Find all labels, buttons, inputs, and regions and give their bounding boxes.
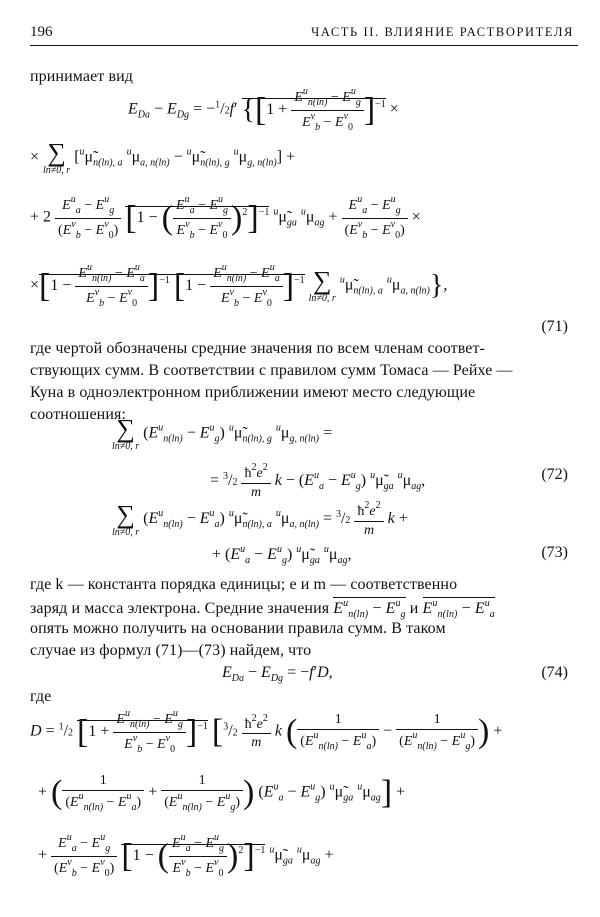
paragraph-3-line-4: случае из формул (71)—(73) найдем, что <box>30 642 312 659</box>
equation-number-73: (73) <box>541 544 568 561</box>
equation-72-line-1: ∑ ln≠0, r $(E^u_{n(ln)} - E^u_g)$ $^u\mũ_{n(ln), g}$ $^u\mu_{g, n(ln)}$ = <box>112 414 332 452</box>
paragraph-intro: принимает вид <box>30 68 134 85</box>
sum-symbol: ∑ ln≠0, r <box>43 138 71 176</box>
paragraph-4: где <box>30 688 52 705</box>
equation-number-71: (71) <box>541 318 568 335</box>
equation-72-line-2: = $^3$/2 $\frac{ħ^2e^2}{m}$ $k - (E^u_a - E^u_g)$ $^u\mũ_{ga}$ $^u\mu_{ag}$, <box>210 462 426 500</box>
page-number: 196 <box>30 24 53 40</box>
equation-71-line-2: × ∑ ln≠0, r [$^u\mũ_{n(ln), a}$ $^u\mu_{a, n(ln)}$ − $^u\mũ_{n(ln), g}$ $^u\mu_{g, n(ln)}$] + <box>30 138 296 176</box>
equation-number-74: (74) <box>541 664 568 681</box>
equation-71-line-3: + 2 $\frac{E^u_a - E^u_g}{(E^v_b - E^v_0)}$ [1 − ( $\frac{E^u_a - E^u_g}{E^v_b - E^v_0}$ )$^2$]$^{-1}$ $^u\mũ_{ga}$ $^u\mu_{ag}$ + $\frac{E^u_a - E^u_g}{(E^v_b - E^v_0)}$ × <box>30 194 421 241</box>
d-definition-line-3: + $\frac{E^u_a - E^u_g}{(E^v_b - E^v_0)}$ [1 − ( $\frac{E^u_a - E^u_g}{E^v_b - E^v_0}$ )$^2$]$^{-1}$ $^u\mũ_{ga}$ $^u\mu_{ag}$ + <box>38 832 334 879</box>
equation-71-line-4: ×[1 − $\frac{E^u_{n(ln)} - E^u_a}{E^v_b - E^v_0}$ ]$^{-1}$ [1 − $\frac{E^u_{n(ln)} - E^u_a}{E^v_b - E^v_0}$ ]$^{-1}$ ∑ ln≠0, r $^u\mũ_{n(ln), a}$ $^u\mu_{a, n(ln)}$}, <box>30 262 448 309</box>
paragraph-2-line-4: соотношения: <box>30 406 126 423</box>
paragraph-3-line-3: опять можно получить на основании правила сумм. В таком <box>30 620 446 637</box>
paragraph-3-line-1: где k — константа порядка единицы; e и m — соответственно <box>30 576 458 593</box>
equation-73-line-2: + $(E^u_a - E^u_g)$ $^u\mũ_{ga}$ $^u\mu_{ag}$, <box>212 544 352 566</box>
running-title: ЧАСТЬ II. ВЛИЯНИЕ РАСТВОРИТЕЛЯ <box>311 25 574 39</box>
paragraph-2-line-1: где чертой обозначены средние значения по всем членам соответ- <box>30 340 486 357</box>
d-definition-line-2: + ( $\frac{1}{(E^u_{n(ln)} - E^u_a)}$ + $\frac{1}{(E^u_{n(ln)} - E^u_g)}$ ) $(E^u_a - E^u_g)$ $^u\mũ_{ga}$ $^u\mu_{ag}$] + <box>38 773 406 813</box>
paragraph-3-line-2: заряд и масса электрона. Средние значения $E^u_{n(ln)} - E^u_g$ и $E^u_{n(ln)} - E^u_a$ <box>30 598 495 620</box>
equation-74: $E_{Da} - E_{Dg} = -f'D$, <box>222 664 333 684</box>
d-definition-line-1: D = $^1$/2 [1 + $\frac{E^u_{n(ln)} - E^u_g}{E^v_b - E^v_0}$ ]$^{-1}$ [$^3$/2 $\frac{ħ^2e^2}{m}$ k ( $\frac{1}{(E^u_{n(ln)} - E^u_a)}$ − $\frac{1}{(E^u_{n(ln)} - E^u_g)}$ ) + <box>30 708 503 755</box>
equation-number-72: (72) <box>541 466 568 483</box>
page-header <box>22 18 578 44</box>
paragraph-2-line-2: ствующих сумм. В соответствии с правилом сумм Томаса — Рейхе — <box>30 362 513 379</box>
equation-71-line-1: $E_{Da} - E_{Dg} = -^1/2f'$ {[1 + $\frac{E^u_{n(ln)} - E^u_g}{E^v_b - E^v_0}$ ]$^{-1}$ × <box>128 86 399 133</box>
equation-73-line-1: ∑ ln≠0, r $(E^u_{n(ln)} - E^u_a)$ $^u\mũ_{n(ln), a}$ $^u\mu_{a, n(ln)} = ^3/2$ $\frac{ħ^2e^2}{m}$ k + <box>112 499 408 538</box>
header-rule <box>30 45 578 46</box>
paragraph-2-line-3: Куна в одноэлектронном приближении имеют место следующие <box>30 384 476 401</box>
